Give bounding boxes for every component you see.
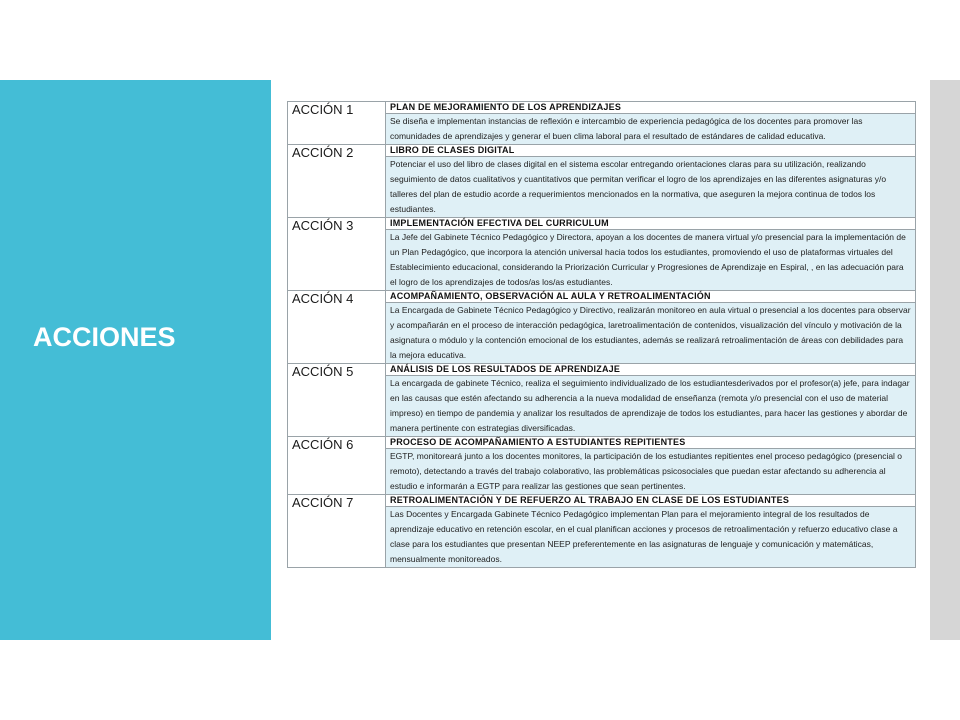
action-title: RETROALIMENTACIÓN Y DE REFUERZO AL TRABAJO EN CLASE DE LOS ESTUDIANTES (386, 495, 916, 507)
action-description: La Encargada de Gabinete Técnico Pedagógico y Directivo, realizarán monitoreo en aula virtual o presencial a los docentes para observar y acompañarán en el proceso de interacción pedagógica, laretroalimentación de contenidos, visualización del vínculo y motivación de la asignatura o módulo y la contención emocional de los estudiantes, además se realizará retroalimentación de áreas con debilidades para la mejora educativa. (386, 303, 916, 364)
action-row (288, 291, 916, 303)
action-row (288, 102, 916, 114)
action-row (288, 364, 916, 376)
action-description: La Jefe del Gabinete Técnico Pedagógico y Directora, apoyan a los docentes de manera virtual y/o presencial para la implementación de un Plan Pedagógico, que incorpora la atención universal hacia todos los estudiantes, promoviendo el uso de plataformas virtuales del Establecimiento educacional, considerando la Priorización Curricular y Progresiones de Aprendizaje en Espiral, , en las adecuación para el logro de los aprendizajes de todos/as los/as estudiantes. (386, 230, 916, 291)
section-panel (0, 80, 271, 640)
action-title: ACOMPAÑAMIENTO, OBSERVACIÓN AL AULA Y RETROALIMENTACIÓN (386, 291, 916, 303)
action-row (288, 437, 916, 449)
action-label: ACCIÓN 3 (288, 218, 386, 291)
action-title: ANÁLISIS DE LOS RESULTADOS DE APRENDIZAJE (386, 364, 916, 376)
action-title: IMPLEMENTACIÓN EFECTIVA DEL CURRICULUM (386, 218, 916, 230)
section-title: ACCIONES (33, 322, 176, 352)
action-title: LIBRO DE CLASES DIGITAL (386, 145, 916, 157)
action-title: PLAN DE MEJORAMIENTO DE LOS APRENDIZAJES (386, 102, 916, 114)
action-label: ACCIÓN 1 (288, 102, 386, 145)
action-description: Las Docentes y Encargada Gabinete Técnico Pedagógico implementan Plan para el mejoramiento integral de los resultados de aprendizaje educativo en retención escolar, en el cual planifican acciones y procesos de retroalimentación y refuerzo educativo clase a clase para los estudiantes que presentan NEEP preferentemente en las asignaturas de lenguaje y comunicación y matemáticas, mensualmente monitoreados. (386, 507, 916, 568)
action-description: Se diseña e implementan instancias de reflexión e intercambio de experiencia pedagógica de los docentes para promover las comunidades de aprendizajes y generar el buen clima laboral para el resultado de estándares de calidad educativa. (386, 114, 916, 145)
action-description: La encargada de gabinete Técnico, realiza el seguimiento individualizado de los estudiantesderivados por el profesor(a) jefe, para indagar en las causas que estén afectando su adherencia a la nueva modalidad de enseñanza (remota y/o presencial con el uso de material impreso) en tiempo de pandemia y analizar los resultados de aprendizaje de todos los estudiantes, para hacer las gestiones y abordar de manera pertinente con estrategias diversificadas. (386, 376, 916, 437)
action-label: ACCIÓN 7 (288, 495, 386, 568)
action-label: ACCIÓN 2 (288, 145, 386, 218)
side-strip (930, 80, 960, 640)
action-description: Potenciar el uso del libro de clases digital en el sistema escolar entregando orientaciones claras para su utilización, realizando seguimiento de datos cualitativos y cuantitativos que permitan verificar el logro de los aprendizajes en las diferentes asignaturas y/o talleres del plan de estudio acorde a requerimientos mencionados en la normativa, que aseguren la mejora continua de todos los estudiantes. (386, 157, 916, 218)
action-description: EGTP, monitoreará junto a los docentes monitores, la participación de los estudiantes repitientes enel proceso pedagógico (presencial o remoto), detectando a través del trabajo colaborativo, las problemáticas psicosociales que puedan estar afectando su adherencia al estudio e informarán a EGTP para realizar las gestiones que sean pertinentes. (386, 449, 916, 495)
action-label: ACCIÓN 4 (288, 291, 386, 364)
action-row (288, 145, 916, 157)
actions-table-body (288, 102, 916, 568)
action-label: ACCIÓN 5 (288, 364, 386, 437)
action-title: PROCESO DE ACOMPAÑAMIENTO A ESTUDIANTES REPITIENTES (386, 437, 916, 449)
action-row (288, 218, 916, 230)
action-row (288, 495, 916, 507)
actions-table (287, 101, 916, 568)
action-label: ACCIÓN 6 (288, 437, 386, 495)
